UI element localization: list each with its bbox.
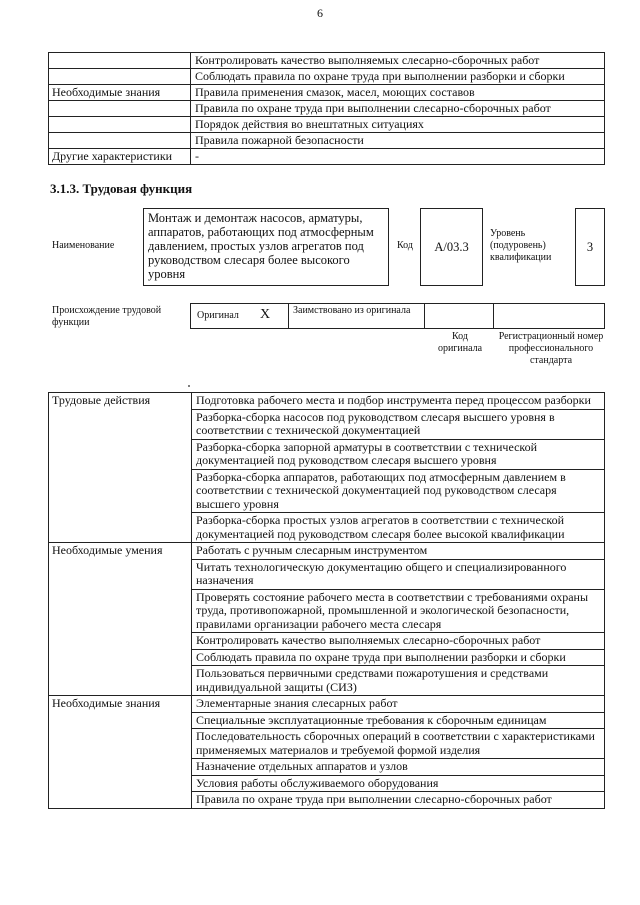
row-label — [49, 133, 191, 149]
function-name-box — [143, 208, 389, 286]
table-cell: Подготовка рабочего места и подбор инструмента перед процессом разборки — [192, 393, 605, 410]
code-label: Код — [397, 240, 413, 251]
table-cell: Контролировать качество выполняемых слесарно-сборочных работ — [192, 633, 605, 650]
function-code-value: А/03.3 — [434, 239, 469, 254]
registration-caption: Регистрационный номер профессионального стандарта — [498, 331, 604, 366]
table-cell: Элементарные знания слесарных работ — [192, 696, 605, 713]
row-text: - — [191, 149, 605, 165]
table-cell: Разборка-сборка запорной арматуры в соответствии с технической документацией под руководством слесаря высшего уровня — [192, 439, 605, 469]
registration-number-cell — [493, 303, 605, 329]
table-row — [49, 69, 605, 85]
level-value: 3 — [586, 239, 594, 254]
table-row — [49, 53, 605, 69]
original-label: Оригинал — [197, 310, 239, 321]
page-number: 6 — [317, 6, 323, 20]
table-cell: Разборка-сборка простых узлов агрегатов в соответствии с технической документацией под руководством слесаря более высокой квалификации — [192, 513, 605, 543]
table-cell: Разборка-сборка аппаратов, работающих под атмосферным давлением в соответствии с технической документацией под руководством слесаря высшего уровня — [192, 469, 605, 513]
row-text: Контролировать качество выполняемых слесарно-сборочных работ — [191, 53, 605, 69]
code-caption: Код оригинала — [437, 331, 483, 354]
top-requirements-table — [48, 52, 605, 165]
table-row — [49, 133, 605, 149]
row-text: Правила пожарной безопасности — [191, 133, 605, 149]
table-cell: Назначение отдельных аппаратов и узлов — [192, 759, 605, 776]
scan-speck — [188, 385, 190, 387]
row-text: Правила по охране труда при выполнении слесарно-сборочных работ — [191, 101, 605, 117]
table-cell: Специальные эксплуатационные требования к сборочным единицам — [192, 712, 605, 729]
table-row — [49, 85, 605, 101]
name-label: Наименование — [52, 240, 115, 251]
row-label: Необходимые знания — [49, 85, 191, 101]
original-code-cell — [424, 303, 494, 329]
table-cell: Работать с ручным слесарным инструментом — [192, 543, 605, 560]
table-row — [49, 543, 605, 560]
function-code-box — [420, 208, 483, 286]
row-text: Порядок действия во внештатных ситуациях — [191, 117, 605, 133]
table-cell: Разборка-сборка насосов под руководством слесаря высшего уровня в соответствии с технической документацией — [192, 409, 605, 439]
function-name-value: Монтаж и демонтаж насосов, арматуры, аппаратов, работающих под атмосферным давлением, простых узлов агрегатов под руководством слесаря более высокого уровня — [148, 211, 374, 281]
table-cell: Соблюдать правила по охране труда при выполнении разборки и сборки — [192, 649, 605, 666]
labor-function-table — [48, 392, 605, 809]
borrowed-cell — [288, 303, 425, 329]
table-cell: Условия работы обслуживаемого оборудования — [192, 775, 605, 792]
section-title: 3.1.3. Трудовая функция — [50, 181, 193, 196]
table-cell: Правила по охране труда при выполнении слесарно-сборочных работ — [192, 792, 605, 809]
table-row — [49, 393, 605, 410]
table-cell: Пользоваться первичными средствами пожаротушения и средствами индивидуальной защиты (СИЗ) — [192, 666, 605, 696]
group-label-knowledge: Необходимые знания — [49, 696, 192, 809]
origin-label: Происхождение трудовой функции — [52, 305, 162, 328]
table-cell: Читать технологическую документацию общего и специализированного назначения — [192, 559, 605, 589]
row-text: Соблюдать правила по охране труда при выполнении разборки и сборки — [191, 69, 605, 85]
table-row — [49, 117, 605, 133]
table-row — [49, 149, 605, 165]
row-label — [49, 117, 191, 133]
row-label: Другие характеристики — [49, 149, 191, 165]
level-label: Уровень (подуровень) квалификации — [490, 228, 552, 263]
original-cell — [190, 303, 289, 329]
table-cell: Последовательность сборочных операций в соответствии с характеристиками применяемых материалов и требуемой формой изделия — [192, 729, 605, 759]
level-box — [575, 208, 605, 286]
borrowed-label: Заимствовано из оригинала — [293, 305, 411, 316]
original-mark: X — [260, 307, 271, 322]
table-cell: Проверять состояние рабочего места в соответствии с требованиями охраны труда, противопожарной, промышленной и экологической безопасности, правилами организации рабочего места слесаря — [192, 589, 605, 633]
row-label — [49, 101, 191, 117]
group-label-skills: Необходимые умения — [49, 543, 192, 696]
table-row — [49, 696, 605, 713]
row-text: Правила применения смазок, масел, моющих составов — [191, 85, 605, 101]
row-label — [49, 53, 191, 69]
row-label — [49, 69, 191, 85]
group-label-actions: Трудовые действия — [49, 393, 192, 543]
table-row — [49, 101, 605, 117]
